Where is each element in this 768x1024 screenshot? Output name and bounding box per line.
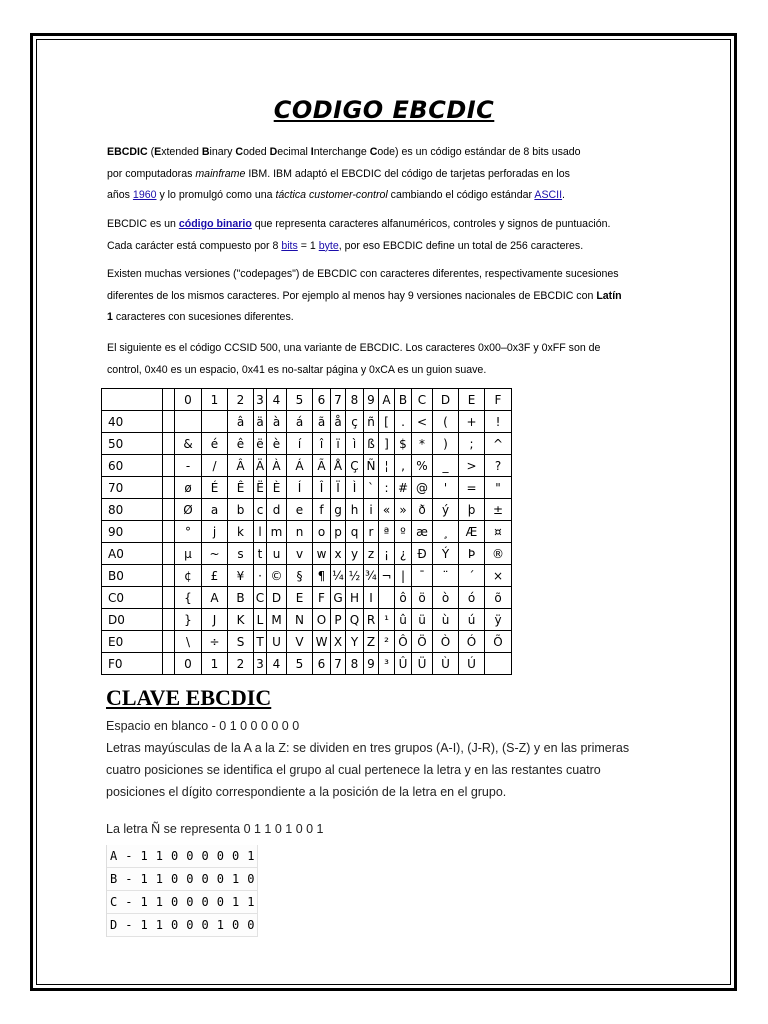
table-cell: ¡	[379, 543, 395, 565]
paragraph-intro: EBCDIC (Extended Binary Coded Decimal Interchange Code) es un código estándar de 8 bits usado por computadoras mainframe IBM. IBM adaptó el EBCDIC del código de tarjetas perforadas en los años 1960 y lo promulgó como una táctica customer-control cambiando el código estándar ASCII.	[107, 146, 581, 201]
table-cell: #	[395, 477, 412, 499]
table-cell: ù	[433, 609, 459, 631]
table-row-label: 90	[102, 521, 163, 543]
table-header-cell: 3	[254, 389, 267, 411]
table-cell: m	[267, 521, 287, 543]
table-cell: Ü	[412, 653, 433, 675]
table-cell: k	[228, 521, 254, 543]
table-cell: o	[313, 521, 331, 543]
table-cell: ;	[459, 433, 485, 455]
table-row	[102, 609, 512, 631]
table-cell: Ä	[254, 455, 267, 477]
table-cell: a	[202, 499, 228, 521]
code-line: C - 1 1 0 0 0 0 1 1	[107, 891, 258, 914]
table-cell: õ	[485, 587, 512, 609]
table-header-cell: E	[459, 389, 485, 411]
table-cell: ë	[254, 433, 267, 455]
table-header-cell: 8	[346, 389, 364, 411]
table-cell: à	[267, 411, 287, 433]
table-header-cell: F	[485, 389, 512, 411]
table-cell: J	[202, 609, 228, 631]
table-header-cell: 1	[202, 389, 228, 411]
table-cell: X	[331, 631, 346, 653]
table-cell: $	[395, 433, 412, 455]
table-cell: q	[346, 521, 364, 543]
table-cell: Ö	[412, 631, 433, 653]
table-cell: ^	[485, 433, 512, 455]
table-cell: Z	[364, 631, 379, 653]
table-cell: =	[459, 477, 485, 499]
table-cell: .	[395, 411, 412, 433]
table-header-cell: B	[395, 389, 412, 411]
table-cell: ì	[346, 433, 364, 455]
table-cell: í	[287, 433, 313, 455]
table-row	[102, 653, 512, 675]
table-cell	[163, 609, 175, 631]
table-cell	[163, 411, 175, 433]
table-cell: !	[485, 411, 512, 433]
table-row	[102, 433, 512, 455]
table-cell: 8	[346, 653, 364, 675]
clave-description: Espacio en blanco - 0 1 0 0 0 0 0 0 Letras mayúsculas de la A a la Z: se dividen en tres grupos (A-I), (J-R), (S-Z) y en las primeras cuatro posiciones se identifica el grupo al cual pertenece la letra y en las restantes cuatro posiciones el dígito correspondiente a la posición de la letra en el grupo.	[106, 719, 630, 799]
table-cell: n	[287, 521, 313, 543]
table-cell: «	[379, 499, 395, 521]
table-cell: e	[287, 499, 313, 521]
table-cell: Ó	[459, 631, 485, 653]
table-cell: Í	[287, 477, 313, 499]
table-cell: ó	[459, 587, 485, 609]
table-cell	[163, 499, 175, 521]
table-header-cell	[163, 389, 175, 411]
table-cell: U	[267, 631, 287, 653]
table-header-row	[102, 389, 512, 411]
table-cell: ä	[254, 411, 267, 433]
table-cell: y	[346, 543, 364, 565]
table-cell: 6	[313, 653, 331, 675]
table-row	[102, 499, 512, 521]
section-title-clave: CLAVE EBCDIC	[106, 685, 272, 710]
table-cell: `	[364, 477, 379, 499]
table-cell: 1	[202, 653, 228, 675]
table-cell: Y	[346, 631, 364, 653]
table-cell: <	[412, 411, 433, 433]
table-cell: ®	[485, 543, 512, 565]
table-cell: ô	[395, 587, 412, 609]
table-cell: §	[287, 565, 313, 587]
table-header-cell: 2	[228, 389, 254, 411]
table-header-cell: 6	[313, 389, 331, 411]
table-cell: ´	[459, 565, 485, 587]
table-cell: ñ	[364, 411, 379, 433]
table-header-cell: A	[379, 389, 395, 411]
table-header-cell: 5	[287, 389, 313, 411]
table-cell: i	[364, 499, 379, 521]
ebcdic-code-table	[101, 388, 512, 675]
table-row-label: 80	[102, 499, 163, 521]
table-cell: ¦	[379, 455, 395, 477]
table-cell: ±	[485, 499, 512, 521]
table-cell: b	[228, 499, 254, 521]
table-cell: á	[287, 411, 313, 433]
table-row-label: B0	[102, 565, 163, 587]
table-cell: 0	[175, 653, 202, 675]
table-cell: [	[379, 411, 395, 433]
table-row	[102, 455, 512, 477]
table-cell: D	[267, 587, 287, 609]
table-cell: 9	[364, 653, 379, 675]
table-cell: ×	[485, 565, 512, 587]
table-cell: j	[202, 521, 228, 543]
table-cell	[163, 587, 175, 609]
table-row	[102, 521, 512, 543]
table-header-cell: 7	[331, 389, 346, 411]
table-row-label: C0	[102, 587, 163, 609]
table-cell: &	[175, 433, 202, 455]
table-cell: ü	[412, 609, 433, 631]
table-cell: l	[254, 521, 267, 543]
table-header-cell: 0	[175, 389, 202, 411]
table-cell: I	[364, 587, 379, 609]
table-row-label: 50	[102, 433, 163, 455]
table-cell: Ç	[346, 455, 364, 477]
table-header-cell: C	[412, 389, 433, 411]
table-cell: °	[175, 521, 202, 543]
code-line: B - 1 1 0 0 0 0 1 0	[107, 868, 258, 891]
link-bits[interactable]: bits	[281, 239, 298, 252]
table-cell: É	[202, 477, 228, 499]
table-cell: K	[228, 609, 254, 631]
table-cell: ã	[313, 411, 331, 433]
table-cell: T	[254, 631, 267, 653]
table-cell: Á	[287, 455, 313, 477]
table-cell: S	[228, 631, 254, 653]
table-cell: þ	[459, 499, 485, 521]
table-cell: g	[331, 499, 346, 521]
table-cell: º	[395, 521, 412, 543]
table-cell: v	[287, 543, 313, 565]
table-cell: Õ	[485, 631, 512, 653]
table-cell: 4	[267, 653, 287, 675]
table-cell: ø	[175, 477, 202, 499]
table-cell: ï	[331, 433, 346, 455]
table-header-cell: D	[433, 389, 459, 411]
table-cell: Ý	[433, 543, 459, 565]
table-row-label: 60	[102, 455, 163, 477]
table-cell: ý	[433, 499, 459, 521]
table-cell: Ë	[254, 477, 267, 499]
table-cell: Î	[313, 477, 331, 499]
table-cell: â	[228, 411, 254, 433]
table-cell: ¹	[379, 609, 395, 631]
table-cell: ~	[202, 543, 228, 565]
table-cell: £	[202, 565, 228, 587]
table-cell: Â	[228, 455, 254, 477]
code-line: D - 1 1 0 0 0 1 0 0	[107, 914, 258, 937]
table-cell: h	[346, 499, 364, 521]
table-cell: x	[331, 543, 346, 565]
table-cell: {	[175, 587, 202, 609]
table-cell: À	[267, 455, 287, 477]
table-cell: û	[395, 609, 412, 631]
table-cell: p	[331, 521, 346, 543]
table-cell	[202, 411, 228, 433]
table-cell: B	[228, 587, 254, 609]
table-cell: ,	[395, 455, 412, 477]
table-cell: ·	[254, 565, 267, 587]
table-cell: è	[267, 433, 287, 455]
table-cell: %	[412, 455, 433, 477]
table-cell: :	[379, 477, 395, 499]
table-cell: Ú	[459, 653, 485, 675]
table-cell: ½	[346, 565, 364, 587]
table-cell: R	[364, 609, 379, 631]
table-cell: ð	[412, 499, 433, 521]
table-cell: '	[433, 477, 459, 499]
table-row-label: 70	[102, 477, 163, 499]
code-line: A - 1 1 0 0 0 0 0 1	[107, 845, 258, 868]
table-cell: N	[287, 609, 313, 631]
table-cell: *	[412, 433, 433, 455]
table-cell: È	[267, 477, 287, 499]
table-cell: ö	[412, 587, 433, 609]
table-cell: Ù	[433, 653, 459, 675]
table-cell: u	[267, 543, 287, 565]
table-cell	[163, 455, 175, 477]
table-cell: Ø	[175, 499, 202, 521]
table-row-label: F0	[102, 653, 163, 675]
table-cell: ¾	[364, 565, 379, 587]
table-cell: W	[313, 631, 331, 653]
table-cell: z	[364, 543, 379, 565]
table-cell: Ô	[395, 631, 412, 653]
table-cell: Ï	[331, 477, 346, 499]
table-cell: ò	[433, 587, 459, 609]
table-cell: F	[313, 587, 331, 609]
table-cell: ¿	[395, 543, 412, 565]
table-cell: ¥	[228, 565, 254, 587]
table-cell: ¨	[433, 565, 459, 587]
table-cell: f	[313, 499, 331, 521]
table-cell: ª	[379, 521, 395, 543]
table-cell: Ã	[313, 455, 331, 477]
table-cell: +	[459, 411, 485, 433]
link-byte[interactable]: byte	[318, 239, 339, 252]
table-cell: s	[228, 543, 254, 565]
table-cell: H	[346, 587, 364, 609]
link-ascii[interactable]: ASCII	[534, 189, 563, 201]
table-cell: µ	[175, 543, 202, 565]
table-cell: é	[202, 433, 228, 455]
table-cell: Þ	[459, 543, 485, 565]
table-cell: c	[254, 499, 267, 521]
table-cell: ¤	[485, 521, 512, 543]
table-header-cell: 4	[267, 389, 287, 411]
table-row-label: E0	[102, 631, 163, 653]
link-1960[interactable]: 1960	[132, 189, 157, 201]
table-cell: _	[433, 455, 459, 477]
table-cell	[163, 653, 175, 675]
table-cell: w	[313, 543, 331, 565]
table-cell	[163, 565, 175, 587]
table-row	[102, 543, 512, 565]
table-cell: }	[175, 609, 202, 631]
table-cell: Ð	[412, 543, 433, 565]
table-cell: >	[459, 455, 485, 477]
table-row-label: A0	[102, 543, 163, 565]
table-cell: Ñ	[364, 455, 379, 477]
table-cell: |	[395, 565, 412, 587]
table-cell: ²	[379, 631, 395, 653]
table-cell: Æ	[459, 521, 485, 543]
table-cell: 5	[287, 653, 313, 675]
table-cell: -	[175, 455, 202, 477]
table-cell: E	[287, 587, 313, 609]
table-cell: »	[395, 499, 412, 521]
table-row-label: D0	[102, 609, 163, 631]
table-row	[102, 411, 512, 433]
table-cell: C	[254, 587, 267, 609]
table-cell: r	[364, 521, 379, 543]
table-cell: )	[433, 433, 459, 455]
table-cell: 3	[254, 653, 267, 675]
table-row	[102, 587, 512, 609]
table-cell: "	[485, 477, 512, 499]
table-cell	[163, 543, 175, 565]
table-cell: M	[267, 609, 287, 631]
table-cell: V	[287, 631, 313, 653]
table-cell: d	[267, 499, 287, 521]
table-row	[102, 565, 512, 587]
table-cell: ©	[267, 565, 287, 587]
table-cell: P	[331, 609, 346, 631]
table-cell: Û	[395, 653, 412, 675]
table-cell: L	[254, 609, 267, 631]
table-cell	[163, 433, 175, 455]
table-cell: ÿ	[485, 609, 512, 631]
table-row-label: 40	[102, 411, 163, 433]
table-cell: Å	[331, 455, 346, 477]
table-cell: t	[254, 543, 267, 565]
binary-code-examples	[106, 845, 258, 937]
table-cell: ß	[364, 433, 379, 455]
table-cell: æ	[412, 521, 433, 543]
table-cell: \	[175, 631, 202, 653]
table-cell	[163, 631, 175, 653]
table-row	[102, 477, 512, 499]
table-cell: @	[412, 477, 433, 499]
table-cell: Ò	[433, 631, 459, 653]
table-cell: ¢	[175, 565, 202, 587]
table-cell: G	[331, 587, 346, 609]
table-header-cell: 9	[364, 389, 379, 411]
table-cell	[163, 477, 175, 499]
page-title: CODIGO EBCDIC	[273, 96, 495, 124]
table-cell: ¶	[313, 565, 331, 587]
table-cell: A	[202, 587, 228, 609]
table-cell: ÷	[202, 631, 228, 653]
table-cell: 7	[331, 653, 346, 675]
table-cell: ç	[346, 411, 364, 433]
paragraph-versions: Existen muchas versiones ("codepages") de EBCDIC con caracteres diferentes, respectivamente sucesiones diferentes de los mismos caracteres. Por ejemplo al menos hay 9 versiones nacionales de EBCDIC con Latín 1 caracteres con sucesiones diferentes.	[107, 268, 622, 323]
table-cell: ¸	[433, 521, 459, 543]
table-cell	[175, 411, 202, 433]
table-cell: /	[202, 455, 228, 477]
table-cell	[485, 653, 512, 675]
table-cell: Ê	[228, 477, 254, 499]
table-cell: O	[313, 609, 331, 631]
table-cell: å	[331, 411, 346, 433]
table-cell: ?	[485, 455, 512, 477]
table-cell: 2	[228, 653, 254, 675]
table-cell: ú	[459, 609, 485, 631]
table-cell: ¬	[379, 565, 395, 587]
table-cell: ê	[228, 433, 254, 455]
table-cell: Ì	[346, 477, 364, 499]
table-cell: ¼	[331, 565, 346, 587]
table-cell: î	[313, 433, 331, 455]
table-cell	[163, 521, 175, 543]
table-cell: Q	[346, 609, 364, 631]
clave-enye-example: La letra Ñ se representa 0 1 1 0 1 0 0 1	[106, 822, 324, 836]
paragraph-binary: EBCDIC es un código binario que representa caracteres alfanuméricos, controles y signos de puntuación. Cada carácter está compuesto por 8 bits = 1 byte, por eso EBCDIC define un total de 256 caracteres.	[107, 218, 611, 252]
table-cell: ³	[379, 653, 395, 675]
table-header-cell	[102, 389, 163, 411]
table-cell: ]	[379, 433, 395, 455]
table-cell: ¯	[412, 565, 433, 587]
table-cell	[379, 587, 395, 609]
table-row	[102, 631, 512, 653]
paragraph-ccsid: El siguiente es el código CCSID 500, una variante de EBCDIC. Los caracteres 0x00–0x3F y 0xFF son de control, 0x40 es un espacio, 0x41 es no-saltar página y 0xCA es un guion suave.	[107, 342, 601, 376]
link-codigo-binario[interactable]: código binario	[178, 218, 252, 230]
table-cell: (	[433, 411, 459, 433]
